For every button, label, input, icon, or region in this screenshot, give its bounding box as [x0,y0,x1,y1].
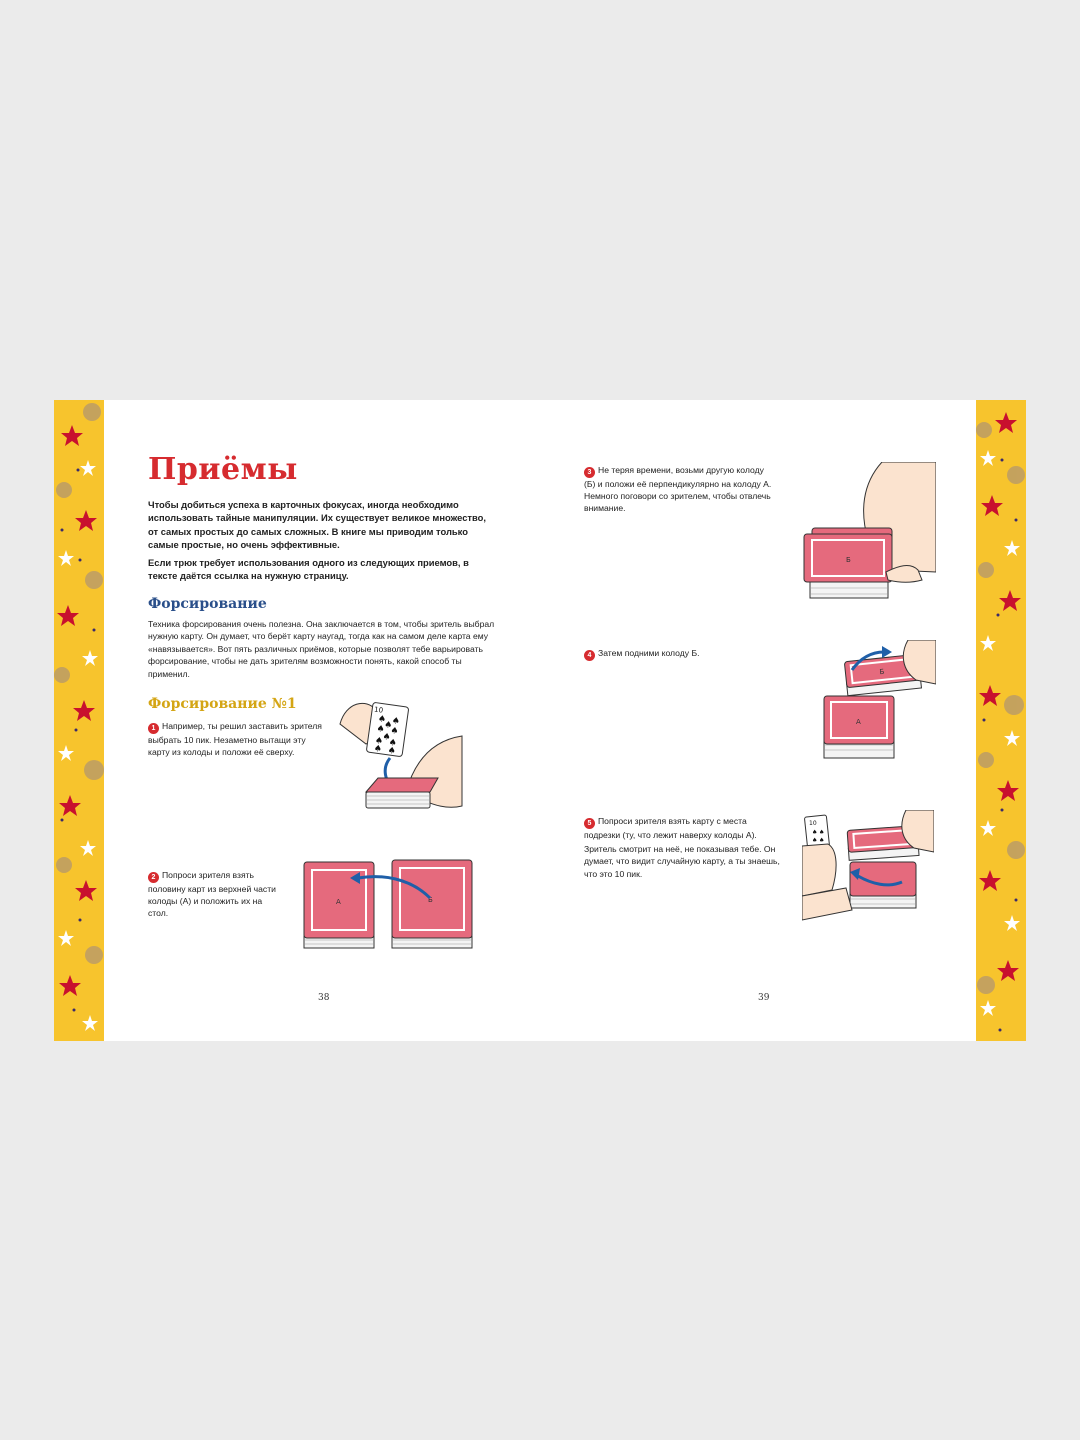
deck-label: А [856,718,861,726]
step-number-badge: 5 [584,818,595,829]
step-number-badge: 4 [584,650,595,661]
section-heading: Форсирование [148,596,267,612]
svg-text:♠: ♠ [812,837,818,844]
page-title: Приёмы [148,452,298,487]
svg-text:10: 10 [373,705,384,715]
step-number-badge: 1 [148,723,159,734]
illustration-card-on-deck [336,696,464,818]
svg-text:10: 10 [809,820,817,827]
svg-text:♠: ♠ [381,731,392,743]
star-pattern-icon [54,400,104,1041]
step-text: Например, ты решил заставить зрителя выбрать 10 пик. Незаметно вытащи эту карту из колоды и положи её сверху. [148,721,322,758]
section-text: Техника форсирования очень полезна. Она заключается в том, чтобы зритель выбрал нужную карту. Он думает, что берёт карту наугад, тогда как на самом деле карта ему «навязывается». Вот пять различных приёмов, которые позволят тебе варьировать форсирование, чтобы не дать зрителям возможности понять, какой способ ты применил. [148,619,495,679]
star-pattern-icon [976,400,1026,1041]
svg-text:♠: ♠ [375,724,386,736]
svg-text:♠: ♠ [812,829,818,836]
svg-text:♠: ♠ [819,829,825,836]
step-3 [584,464,774,515]
page-number: 38 [318,993,330,1003]
svg-text:♠: ♠ [389,725,400,738]
illustration-lifting-deck [812,640,936,764]
svg-text:♠: ♠ [388,737,398,749]
illustration-two-decks [300,856,480,956]
step-number-badge: 2 [148,872,159,883]
intro-paragraph: Если трюк требует использования одного из следующих приемов, в тексте даётся ссылка на нужную страницу. [148,556,469,582]
step-text: Не теряя времени, возьми другую колоду (Б) и положи её перпендикулярно на колоду А. Немного поговори со зрителем, чтобы отвлечь внимание. [584,465,772,514]
step-5 [584,815,784,880]
svg-text:♠: ♠ [391,716,401,728]
step-text: Попроси зрителя взять половину карт из верхней части колоды (А) и положить их на стол. [148,870,276,919]
illustration-spectator-takes-card [802,810,934,928]
subheading: Форсирование №1 [148,696,297,712]
right-page [540,400,976,1041]
deck-label: Б [879,667,885,677]
book-spread [54,400,1026,1041]
step-text: Затем подними колоду Б. [598,648,700,658]
step-number-badge: 3 [584,467,595,478]
intro-paragraph: Чтобы добиться успеха в карточных фокусах, иногда необходимо использовать тайные манипуляции. Их существует великое множество, от самых простых до самых сложных. В книге мы приводим только самые простые, но очень эффективные. [148,499,486,551]
svg-text:♠: ♠ [819,837,825,844]
deck-label: Б [846,556,851,564]
page-number: 39 [758,993,770,1003]
svg-text:♠: ♠ [377,714,387,726]
svg-text:♠: ♠ [386,745,397,757]
step-4 [584,647,754,661]
deck-label: А [336,898,341,906]
step-text: Зритель смотрит на неё, не показывая тебе. Он думает, что видит случайную карту, а ты знаешь, что это 10 пик. [584,844,780,879]
step-1 [148,720,323,758]
left-page [104,400,540,1041]
step-text: Попроси зрителя взять карту с места подрезки (ту, что лежит наверху колоды А). [584,816,757,840]
decorative-border-left [54,400,104,1041]
svg-text:♠: ♠ [383,720,393,732]
illustration-perpendicular-decks [802,462,936,604]
svg-text:♠: ♠ [374,735,384,747]
intro-text [148,498,493,586]
decorative-border-right [976,400,1026,1041]
deck-label: Б [428,896,433,904]
svg-text:♠: ♠ [373,743,383,755]
step-2 [148,869,283,920]
